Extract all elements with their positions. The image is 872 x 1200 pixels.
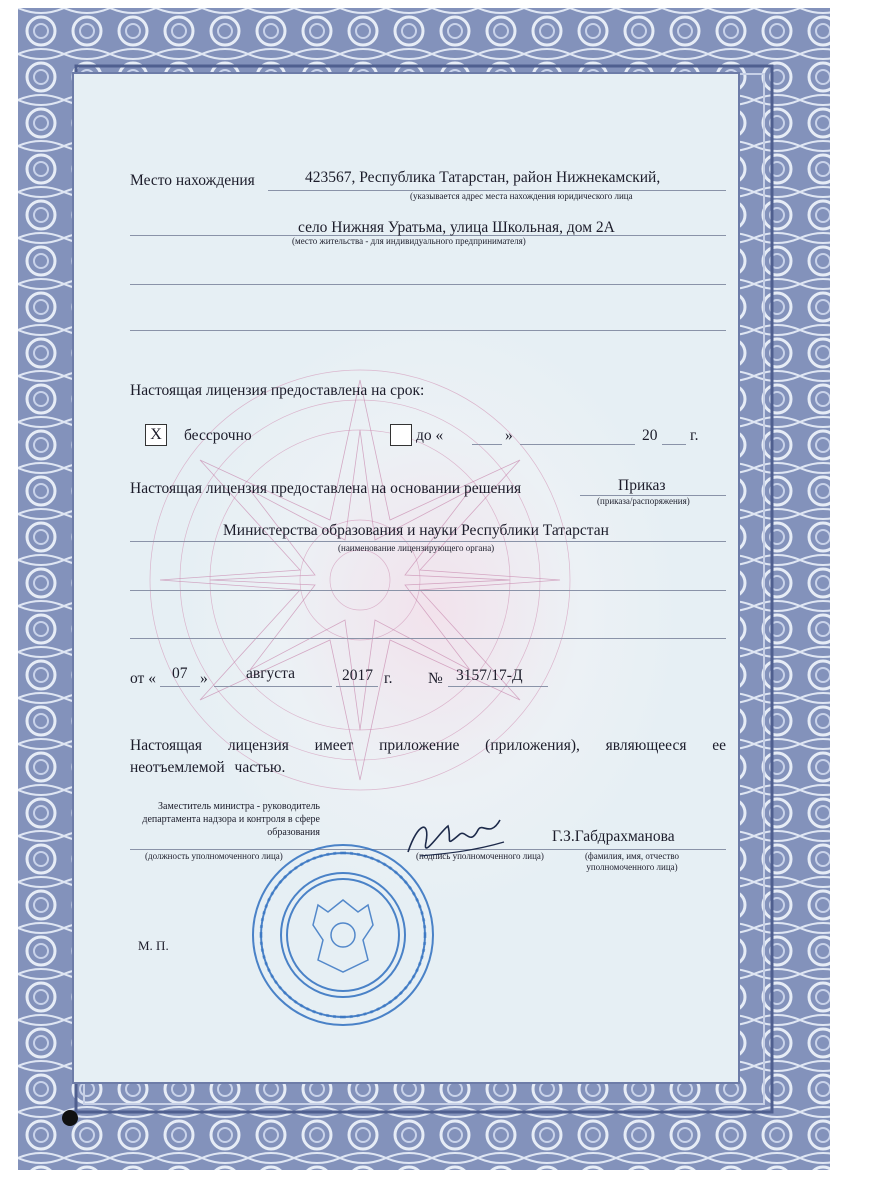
address-hint-2: (место жительства - для индивидуального предпринимателя) [292,236,526,246]
authority-hint: (наименование лицензирующего органа) [338,543,495,553]
date-year: 2017 [342,667,373,684]
term-label: Настоящая лицензия предоставлена на срок: [130,382,425,399]
blank-rule [130,284,726,285]
authority-rule [130,541,726,542]
blank-rule [130,330,726,331]
address-hint-1: (указывается адрес места нахождения юридического лица [410,191,633,201]
date-day-rule [160,686,200,687]
signatory-name: Г.З.Габдрахманова [552,828,675,845]
name-hint: (фамилия, имя, отчество уполномоченного лица) [584,851,680,872]
until-year-suffix: г. [690,427,699,444]
official-seal [248,840,438,1030]
number-rule [448,686,548,687]
date-day: 07 [172,665,188,682]
basis-label: Настоящая лицензия предоставлена на основании решения [130,480,522,497]
address-line-1: 423567, Республика Татарстан, район Нижнекамский, [305,169,661,186]
signatory-position: Заместитель министра - руководитель департамента надзора и контроля в сфере образования [142,801,320,838]
until-month-rule [520,444,635,445]
until-day-rule [472,444,502,445]
number-sign: № [428,670,443,687]
address-label: Место нахождения [130,172,255,189]
until-year-rule [662,444,686,445]
authority: Министерства образования и науки Республики Татарстан [223,522,609,539]
until-close: » [505,427,513,444]
signature-hint: (подпись уполномоченного лица) [416,851,544,861]
unlimited-checkbox[interactable]: X [145,424,167,446]
decision-hint: (приказа/распоряжения) [597,496,690,506]
date-year-suffix: г. [384,670,393,687]
until-year-prefix: 20 [642,427,658,444]
date-month-rule [214,686,332,687]
until-label: до « [416,427,444,444]
seal-label: М. П. [138,938,169,953]
blank-rule [130,638,726,639]
appendix-text: Настоящая лицензия имеет приложение (приложения), являющееся ее неотъемлемой частью. [130,737,726,776]
address-line-2: село Нижняя Уратьма, улица Школьная, дом 2А [298,219,615,236]
position-hint: (должность уполномоченного лица) [145,851,283,861]
date-from-close: » [200,670,208,687]
decision-type: Приказ [618,477,666,494]
unlimited-label: бессрочно [184,427,252,444]
date-from-open: от « [130,670,156,687]
punch-hole [62,1110,78,1126]
blank-rule [130,590,726,591]
until-checkbox[interactable] [390,424,412,446]
date-month: августа [246,665,296,682]
date-year-rule [336,686,378,687]
decision-number: 3157/17-Д [456,667,523,684]
